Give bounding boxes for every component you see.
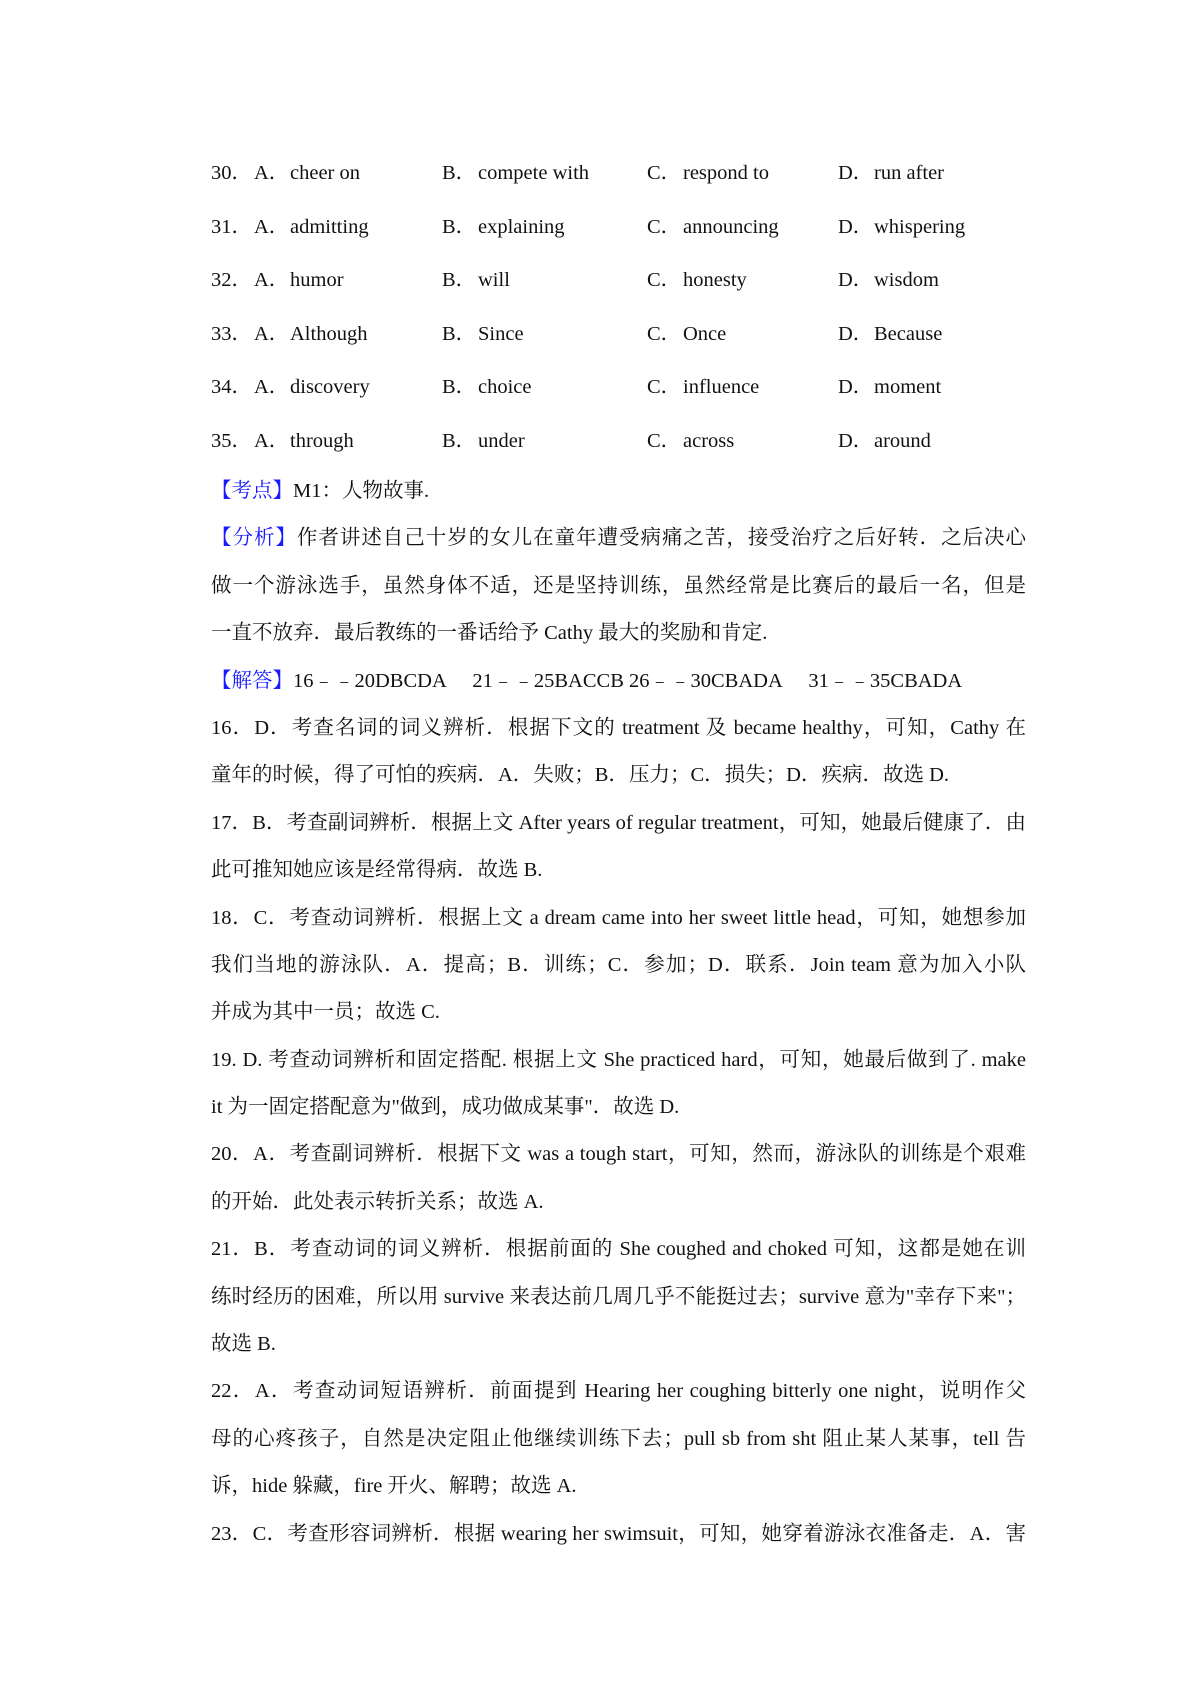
option-text: discovery [290,376,370,398]
text-line [211,705,1026,752]
line-text: 故选 B. [211,1333,276,1356]
question-row [211,201,1041,255]
question-number: 33． [211,322,252,345]
option-text: whispering [874,215,966,238]
line-text: 并成为其中一员；故选 C. [211,1001,440,1024]
option-letter: D． [838,162,874,184]
section-label: 【分析】 [211,527,297,550]
line-text: 此可推知她应该是经常得病．故选 B. [211,859,543,882]
text-line [211,1321,1026,1368]
text-line [211,1037,1026,1084]
option-text: choice [478,376,532,398]
option-text: admitting [290,215,369,238]
option-letter: C． [647,162,682,184]
line-text: 19. D. 考查动词辨析和固定搭配. 根据上文 She practiced hard，可知，她最后做到了. make [211,1048,1026,1071]
answer-explanation [211,468,1026,1558]
question-row [211,415,1041,469]
question-number: 30． [211,162,252,184]
question-number: 35． [211,429,252,452]
section-label: 【解答】 [211,669,293,692]
text-line [211,515,1026,562]
text-line [211,1416,1026,1463]
text-line [211,563,1026,610]
line-text: 作者讲述自己十岁的女儿在童年遭受病痛之苦，接受治疗之后好转．之后决心 [296,527,1026,550]
option-text: cheer on [290,162,360,184]
option-text: respond to [683,162,769,184]
question-number: 31． [211,215,252,238]
option-text: wisdom [874,269,939,291]
line-text: 16﹣﹣20DBCDA 21﹣﹣25BACCB 26﹣﹣30CBADA 31﹣﹣35CBADA [293,669,963,692]
text-line [211,1179,1026,1226]
option-text: under [478,429,525,452]
line-text: 一直不放弃．最后教练的一番话给予 Cathy 最大的奖励和肯定. [211,622,768,645]
option-letter: D． [838,322,874,345]
line-text: 17．B．考查副词辨析．根据上文 After years of regular treatment，可知，她最后健康了．由 [211,811,1026,834]
question-row [211,308,1041,362]
option-letter: B． [442,429,477,452]
option-letter: C． [647,269,682,291]
text-line [211,1084,1026,1131]
text-line [211,942,1026,989]
option-text: humor [290,269,344,291]
text-line [211,1226,1026,1273]
line-text: 做一个游泳选手，虽然身体不适，还是坚持训练，虽然经常是比赛后的最后一名，但是 [211,574,1026,597]
line-text: 练时经历的困难，所以用 survive 来表达前几周几乎不能挺过去；survive 意为"幸存下来"； [211,1285,1026,1308]
text-line [211,1463,1026,1510]
option-text: honesty [683,269,747,291]
question-row [211,147,1041,201]
option-letter: A． [254,429,290,452]
text-line [211,610,1026,657]
option-letter: B． [442,376,477,398]
text-line [211,658,1026,705]
option-text: Although [290,322,368,345]
option-text: will [478,269,510,291]
option-letter: B． [442,269,477,291]
option-letter: B． [442,215,477,238]
option-text: run after [874,162,944,184]
text-line [211,895,1026,942]
option-letter: D． [838,215,874,238]
line-text: 20．A．考查副词辨析．根据下文 was a tough start，可知，然而，游泳队的训练是个艰难 [211,1143,1026,1166]
line-text: 母的心疼孩子，自然是决定阻止他继续训练下去；pull sb from sht 阻止某人某事，tell 告 [211,1427,1026,1450]
option-text: influence [683,376,760,398]
text-line [211,752,1026,799]
option-letter: B． [442,322,477,345]
text-line [211,800,1026,847]
line-text: 23．C．考查形容词辨析．根据 wearing her swimsuit，可知，她穿着游泳衣准备走．A．害 [211,1522,1026,1545]
line-text: 16．D．考查名词的词义辨析．根据下文的 treatment 及 became healthy，可知，Cathy 在 [211,716,1026,739]
option-text: compete with [478,162,590,184]
question-row [211,254,1041,308]
line-text: 童年的时候，得了可怕的疾病．A．失败；B．压力；C．损失；D．疾病．故选 D. [211,764,950,787]
option-letter: A． [254,376,290,398]
text-line [211,1511,1026,1558]
line-text: M1：人物故事. [293,480,430,502]
question-number: 34． [211,376,252,398]
line-text: 21．B．考查动词的词义辨析．根据前面的 She coughed and choked 可知，这都是她在训 [211,1238,1026,1261]
option-letter: C． [647,322,682,345]
option-text: across [683,429,735,452]
option-text: Once [683,322,727,345]
line-text: 的开始．此处表示转折关系；故选 A. [211,1190,544,1213]
question-row [211,361,1041,415]
option-text: explaining [478,215,565,238]
text-line [211,468,1026,515]
text-line [211,1368,1026,1415]
option-text: moment [874,376,942,398]
text-line [211,1274,1026,1321]
option-text: Since [478,322,524,345]
text-line [211,847,1026,894]
line-text: it 为一固定搭配意为"做到，成功做成某事"．故选 D. [211,1096,680,1119]
question-number: 32． [211,269,252,291]
text-line [211,989,1026,1036]
option-text: around [874,429,931,452]
section-label: 【考点】 [211,480,293,502]
option-letter: A． [254,215,290,238]
option-letter: D． [838,269,874,291]
line-text: 我们当地的游泳队．A．提高；B．训练；C．参加；D．联系．Join team 意为加入小队 [211,953,1026,976]
text-line [211,1131,1026,1178]
question-options [211,147,1041,468]
option-letter: D． [838,429,874,452]
option-letter: D． [838,376,874,398]
line-text: 诉，hide 躲藏，fire 开火、解聘；故选 A. [211,1475,577,1498]
line-text: 22．A．考查动词短语辨析．前面提到 Hearing her coughing bitterly one night，说明作父 [211,1380,1026,1403]
line-text: 18．C．考查动词辨析．根据上文 a dream came into her sweet little head，可知，她想参加 [211,906,1026,929]
option-letter: C． [647,376,682,398]
option-letter: A． [254,269,290,291]
option-letter: A． [254,322,290,345]
option-letter: C． [647,429,682,452]
option-text: announcing [683,215,779,238]
option-text: through [290,429,354,452]
option-text: Because [874,322,943,345]
option-letter: A． [254,162,290,184]
option-letter: B． [442,162,477,184]
option-letter: C． [647,215,682,238]
